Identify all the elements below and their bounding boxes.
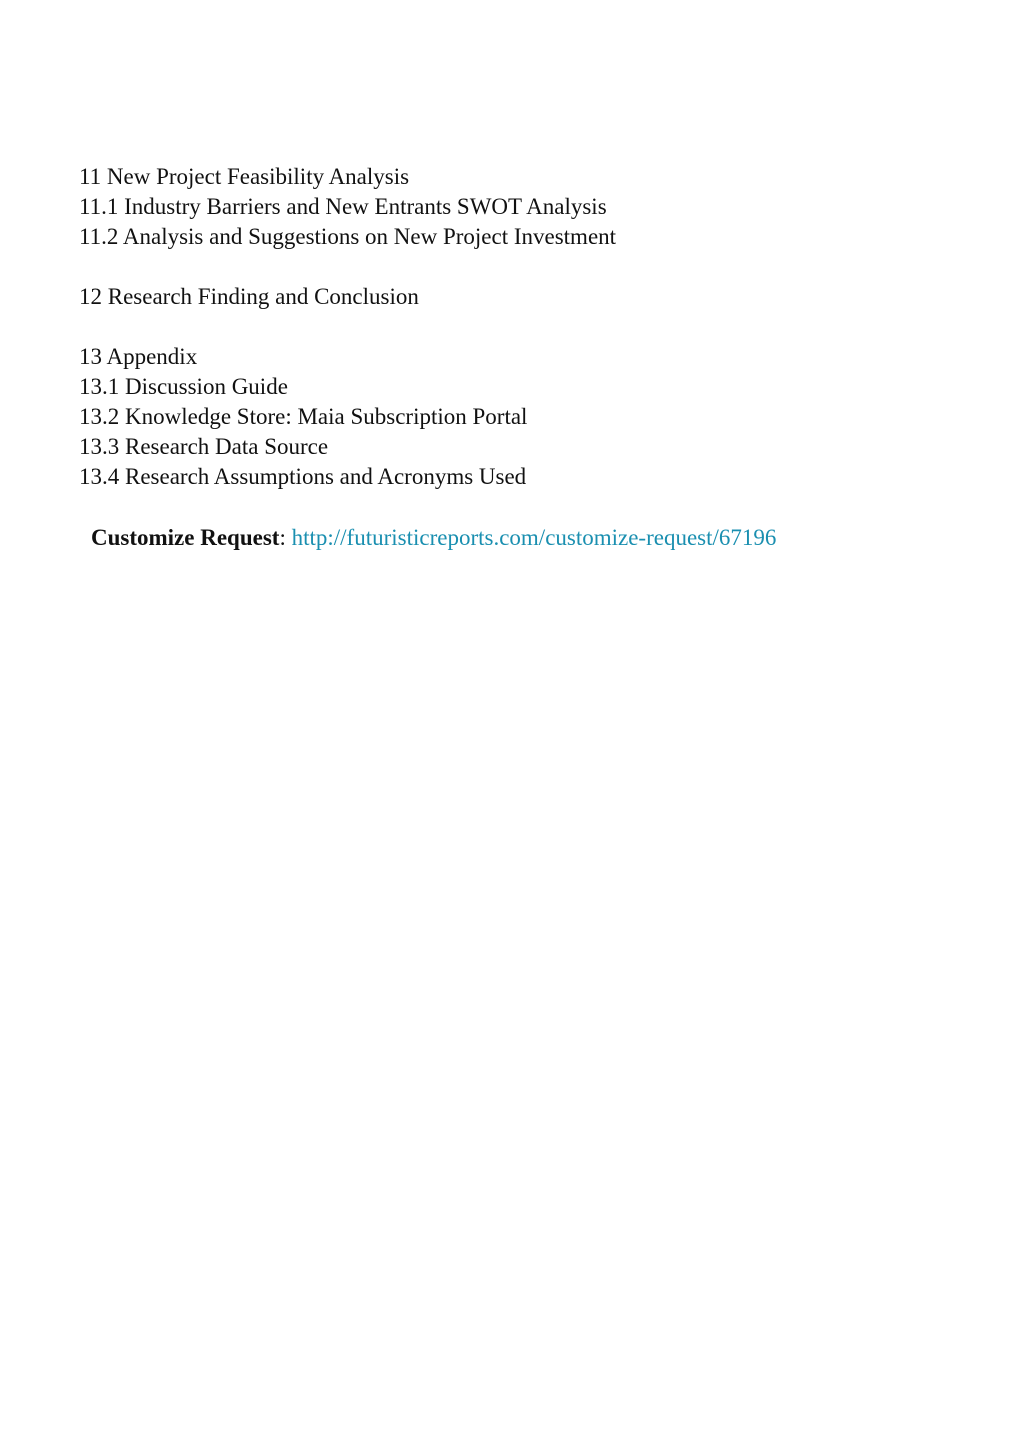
- table-of-contents: [79, 162, 979, 492]
- toc-item-11-1: 11.1 Industry Barriers and New Entrants SWOT Analysis: [79, 194, 607, 219]
- toc-item-13-3: 13.3 Research Data Source: [79, 434, 329, 459]
- toc-heading-12: 12 Research Finding and Conclusion: [79, 284, 419, 309]
- toc-item-11-2: 11.2 Analysis and Suggestions on New Project Investment: [79, 224, 617, 249]
- customize-request-separator: :: [279, 525, 286, 550]
- customize-request-link[interactable]: http://futuristicreports.com/customize-request/67196: [291, 525, 777, 550]
- toc-heading-13: 13 Appendix: [79, 344, 198, 369]
- toc-item-13-4: 13.4 Research Assumptions and Acronyms Used: [79, 464, 527, 489]
- toc-spacer: [79, 252, 979, 282]
- toc-item-13-1: 13.1 Discussion Guide: [79, 374, 288, 399]
- toc-spacer: [79, 312, 979, 342]
- toc-item-13-2: 13.2 Knowledge Store: Maia Subscription Portal: [79, 404, 528, 429]
- customize-request-line: [91, 523, 776, 553]
- customize-request-label: Customize Request: [91, 525, 280, 550]
- toc-heading-11: 11 New Project Feasibility Analysis: [79, 164, 410, 189]
